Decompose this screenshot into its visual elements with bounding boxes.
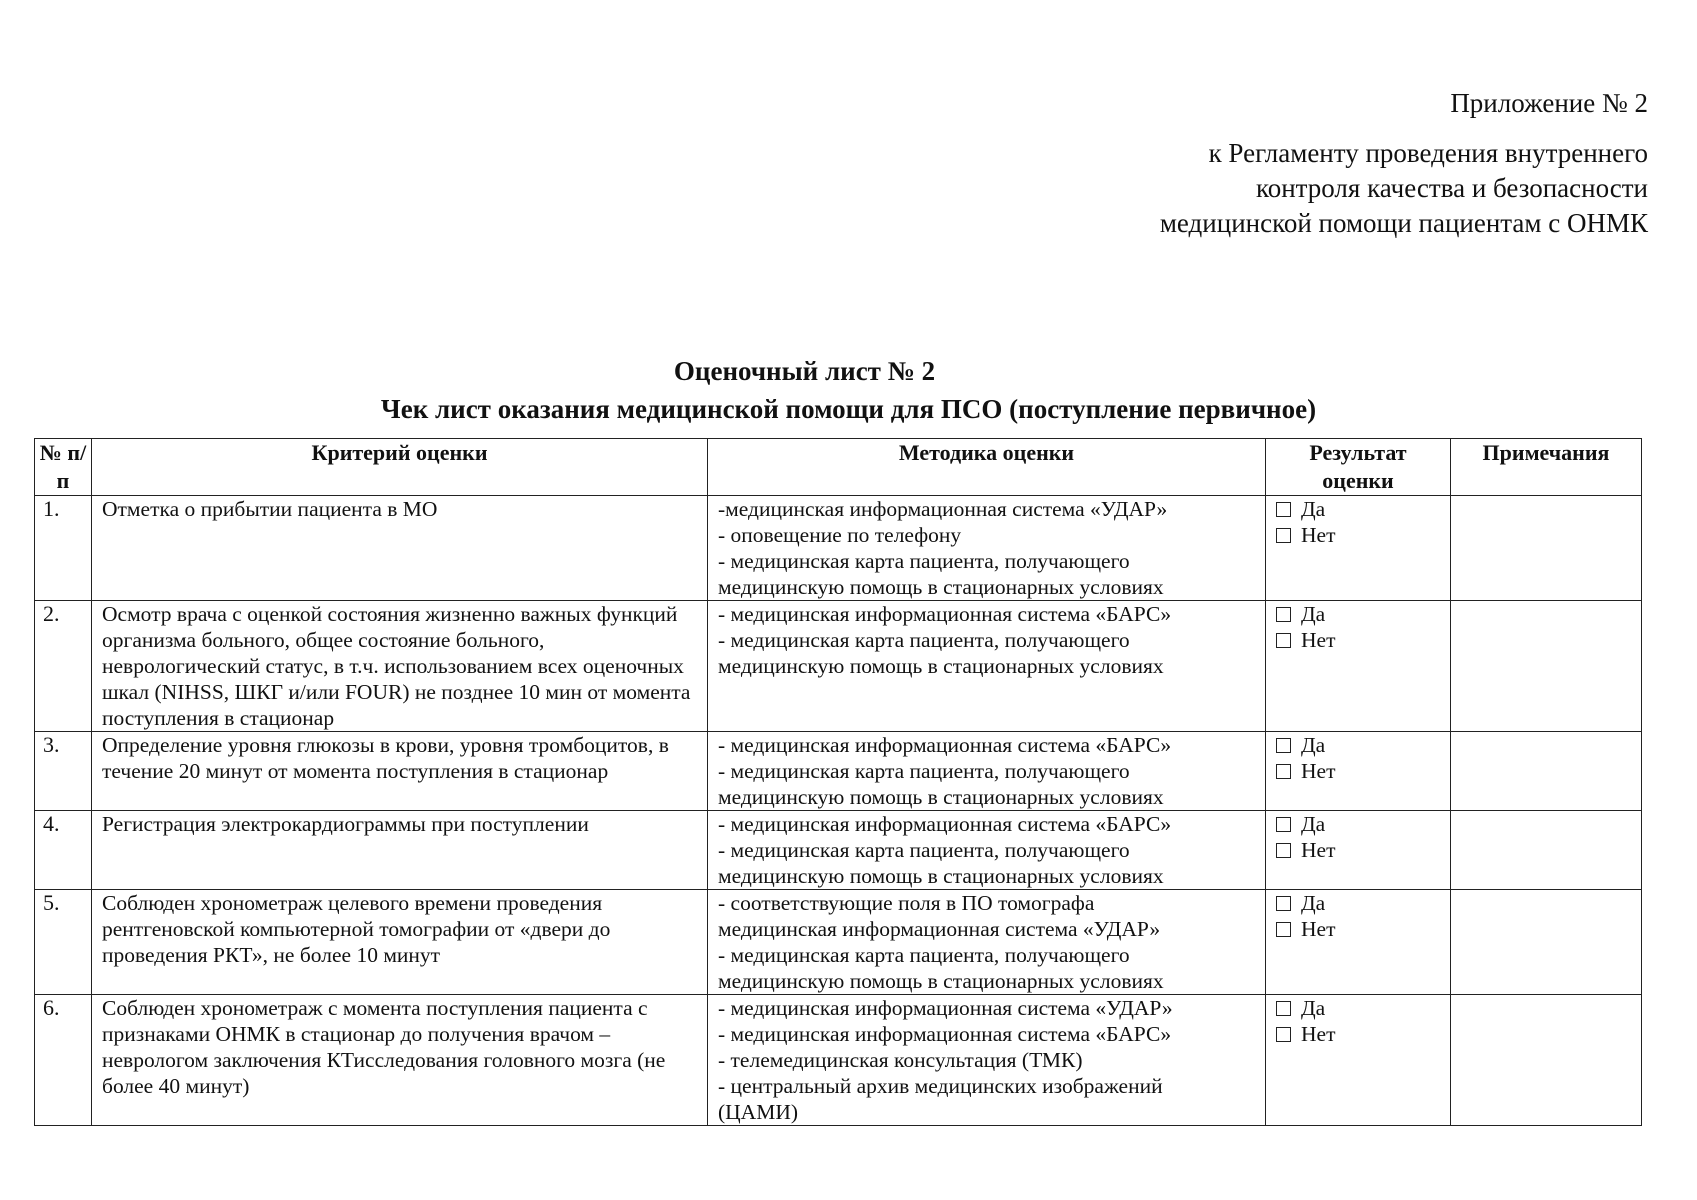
appendix-header [1160, 86, 1648, 241]
method-line: медицинскую помощь в стационарных условиях [718, 969, 1164, 993]
result-option-yes[interactable] [1276, 496, 1440, 522]
notes-cell[interactable] [1451, 995, 1642, 1126]
method-line: - телемедицинская консультация (ТМК) [718, 1048, 1083, 1072]
header-notes: Примечания [1451, 439, 1642, 496]
header-num: № п/п [35, 439, 92, 496]
method-line: - медицинская информационная система «БАРС» [718, 602, 1172, 626]
checkbox-icon[interactable] [1276, 896, 1291, 911]
method-line: - медицинская карта пациента, получающего [718, 549, 1130, 573]
method-line: (ЦАМИ) [718, 1100, 799, 1124]
method-cell [708, 732, 1266, 811]
method-line: - центральный архив медицинских изображений [718, 1074, 1163, 1098]
result-cell [1266, 890, 1451, 995]
result-cell [1266, 496, 1451, 601]
result-option-label: Нет [1301, 917, 1336, 941]
appendix-line-3: медицинской помощи пациентам с ОНМК [1159, 208, 1648, 238]
result-option-label: Нет [1301, 759, 1336, 783]
result-option-label: Нет [1301, 628, 1336, 652]
method-line: - медицинская информационная система «УДАР» [718, 996, 1173, 1020]
checkbox-icon[interactable] [1276, 738, 1291, 753]
result-option-label: Да [1301, 733, 1326, 757]
header-method: Методика оценки [708, 439, 1266, 496]
checkbox-icon[interactable] [1276, 633, 1291, 648]
method-cell [708, 811, 1266, 890]
row-number: 3. [35, 732, 92, 811]
result-option-label: Нет [1301, 1022, 1336, 1046]
checkbox-icon[interactable] [1276, 764, 1291, 779]
checkbox-icon[interactable] [1276, 1027, 1291, 1042]
row-number: 4. [35, 811, 92, 890]
result-option-label: Да [1301, 891, 1326, 915]
method-line: - медицинская информационная система «БАРС» [718, 812, 1172, 836]
method-line: - медицинская информационная система «БАРС» [718, 733, 1172, 757]
criterion-cell: Осмотр врача с оценкой состояния жизненно важных функций организма больного, общее состояние больного, неврологический статус, в т.ч. использованием всех оценочных шкал (NIHSS, ШКГ и/или FOUR) не позднее 10 мин от момента поступления в стационар [92, 601, 708, 732]
checkbox-icon[interactable] [1276, 607, 1291, 622]
method-line: - оповещение по телефону [718, 523, 962, 547]
method-line: медицинскую помощь в стационарных условиях [718, 864, 1164, 888]
result-option-no[interactable] [1276, 1021, 1440, 1047]
checkbox-icon[interactable] [1276, 817, 1291, 832]
result-option-yes[interactable] [1276, 890, 1440, 916]
document-titles [0, 352, 1697, 428]
result-option-no[interactable] [1276, 916, 1440, 942]
method-line: - соответствующие поля в ПО томографа [718, 891, 1095, 915]
table-body [35, 496, 1642, 1126]
result-option-label: Нет [1301, 838, 1336, 862]
criterion-cell: Регистрация электрокардиограммы при поступлении [92, 811, 708, 890]
notes-cell[interactable] [1451, 890, 1642, 995]
method-cell [708, 601, 1266, 732]
document-subtitle: Чек лист оказания медицинской помощи для ПСО (поступление первичное) [380, 394, 1317, 424]
checklist-table [34, 438, 1642, 1126]
table-row [35, 890, 1642, 995]
checkbox-icon[interactable] [1276, 528, 1291, 543]
result-option-no[interactable] [1276, 522, 1440, 548]
method-line: медицинская информационная система «УДАР» [718, 917, 1161, 941]
notes-cell[interactable] [1451, 601, 1642, 732]
method-line: медицинскую помощь в стационарных условиях [718, 575, 1164, 599]
checkbox-icon[interactable] [1276, 922, 1291, 937]
result-cell [1266, 995, 1451, 1126]
checkbox-icon[interactable] [1276, 843, 1291, 858]
criterion-cell: Соблюден хронометраж с момента поступления пациента с признаками ОНМК в стационар до получения врачом – неврологом заключения КТисследования головного мозга (не более 40 минут) [92, 995, 708, 1126]
appendix-line-1: к Регламенту проведения внутреннего [1208, 138, 1648, 168]
row-number: 6. [35, 995, 92, 1126]
checkbox-icon[interactable] [1276, 1001, 1291, 1016]
method-line: - медицинская карта пациента, получающего [718, 943, 1130, 967]
result-option-yes[interactable] [1276, 601, 1440, 627]
result-option-no[interactable] [1276, 758, 1440, 784]
result-option-yes[interactable] [1276, 732, 1440, 758]
method-cell [708, 995, 1266, 1126]
result-option-label: Да [1301, 602, 1326, 626]
method-line: - медицинская информационная система «БАРС» [718, 1022, 1172, 1046]
method-line: -медицинская информационная система «УДАР» [718, 497, 1168, 521]
table-row [35, 601, 1642, 732]
method-line: - медицинская карта пациента, получающего [718, 759, 1130, 783]
result-option-no[interactable] [1276, 837, 1440, 863]
result-option-label: Да [1301, 497, 1326, 521]
appendix-number: Приложение № 2 [1450, 88, 1648, 118]
notes-cell[interactable] [1451, 496, 1642, 601]
table-row [35, 811, 1642, 890]
method-cell [708, 890, 1266, 995]
criterion-cell: Определение уровня глюкозы в крови, уровня тромбоцитов, в течение 20 минут от момента поступления в стационар [92, 732, 708, 811]
criterion-cell: Отметка о прибытии пациента в МО [92, 496, 708, 601]
method-cell [708, 496, 1266, 601]
table-row [35, 732, 1642, 811]
result-option-label: Да [1301, 812, 1326, 836]
method-line: - медицинская карта пациента, получающего [718, 628, 1130, 652]
result-option-label: Нет [1301, 523, 1336, 547]
method-line: медицинскую помощь в стационарных условиях [718, 654, 1164, 678]
result-cell [1266, 732, 1451, 811]
notes-cell[interactable] [1451, 732, 1642, 811]
row-number: 2. [35, 601, 92, 732]
result-option-yes[interactable] [1276, 811, 1440, 837]
header-result: Результат оценки [1266, 439, 1451, 496]
result-option-label: Да [1301, 996, 1326, 1020]
result-cell [1266, 811, 1451, 890]
appendix-line-2: контроля качества и безопасности [1255, 173, 1648, 203]
row-number: 1. [35, 496, 92, 601]
method-line: медицинскую помощь в стационарных условиях [718, 785, 1164, 809]
table-header-row [35, 439, 1642, 496]
table-row [35, 496, 1642, 601]
header-criterion: Критерий оценки [92, 439, 708, 496]
row-number: 5. [35, 890, 92, 995]
result-option-no[interactable] [1276, 627, 1440, 653]
checkbox-icon[interactable] [1276, 502, 1291, 517]
criterion-cell: Соблюден хронометраж целевого времени проведения рентгеновской компьютерной томографии от «двери до проведения РКТ», не более 10 минут [92, 890, 708, 995]
document-title: Оценочный лист № 2 [673, 356, 936, 386]
result-option-yes[interactable] [1276, 995, 1440, 1021]
notes-cell[interactable] [1451, 811, 1642, 890]
result-cell [1266, 601, 1451, 732]
table-row [35, 995, 1642, 1126]
method-line: - медицинская карта пациента, получающего [718, 838, 1130, 862]
